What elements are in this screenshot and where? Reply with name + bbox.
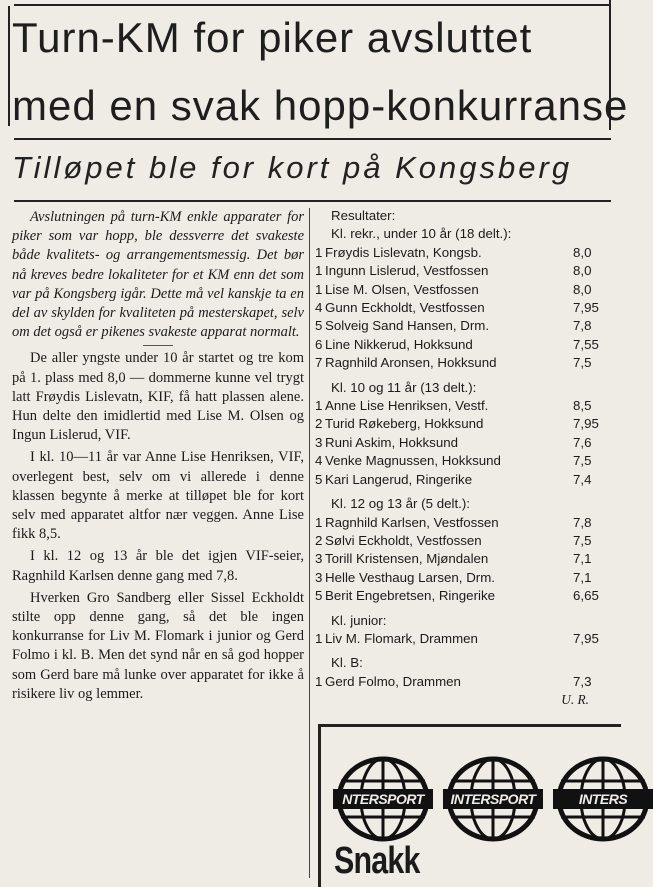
result-name: Turid Røkeberg, Hokksund bbox=[325, 416, 484, 432]
result-name: Runi Askim, Hokksund bbox=[325, 434, 459, 450]
result-row bbox=[315, 587, 607, 605]
result-name: Frøydis Lislevatn, Kongsb. bbox=[325, 244, 482, 260]
result-score: 7,1 bbox=[573, 551, 592, 567]
result-name: Kari Langerud, Ringerike bbox=[325, 471, 473, 487]
result-place: 1 bbox=[315, 673, 323, 689]
logo-text: NTERSPORT bbox=[333, 789, 433, 809]
result-place: 1 bbox=[315, 263, 323, 279]
subheadline: Tilløpet ble for kort på Kongsberg bbox=[12, 150, 573, 185]
intro-separator bbox=[143, 345, 173, 346]
top-rule bbox=[14, 4, 611, 6]
result-score: 7,8 bbox=[573, 318, 592, 334]
result-row bbox=[315, 415, 607, 433]
intersport-logo bbox=[553, 757, 653, 841]
result-row bbox=[315, 299, 607, 317]
result-place: 3 bbox=[315, 551, 323, 567]
advert-heading: Snakk bbox=[334, 840, 420, 882]
result-place: 5 bbox=[315, 588, 323, 604]
result-place: 3 bbox=[315, 434, 323, 450]
result-name: Lise M. Olsen, Vestfossen bbox=[325, 281, 479, 297]
result-score: 7,95 bbox=[573, 300, 599, 316]
result-name: Gerd Folmo, Drammen bbox=[325, 673, 461, 689]
article-paragraph-3: I kl. 12 og 13 år ble det igjen VIF-seier, Ragnhild Karlsen denne gang med 7,8. bbox=[12, 548, 304, 584]
result-name: Line Nikkerud, Hokksund bbox=[325, 336, 473, 352]
results-heading: Resultater: bbox=[331, 208, 396, 223]
result-row bbox=[315, 434, 607, 452]
result-place: 4 bbox=[315, 300, 323, 316]
result-name: Ragnhild Aronsen, Hokksund bbox=[325, 355, 497, 371]
result-row bbox=[315, 244, 607, 262]
class-title: Kl. B: bbox=[331, 655, 363, 671]
result-score: 7,4 bbox=[573, 471, 592, 487]
result-place: 6 bbox=[315, 336, 323, 352]
result-row bbox=[315, 336, 607, 354]
article-paragraph-4: Hverken Gro Sandberg eller Sissel Eckholdt stilte opp denne gang, så det ble ingen konkurranse for Liv M. Flomark i junior og Gerd Folmo i kl. B. Men det synd når en så god hopper som Gerd bare må lunke over apparatet for ikke å risikere liv og lemmer. bbox=[12, 589, 304, 702]
result-row bbox=[315, 532, 607, 550]
result-score: 7,5 bbox=[573, 355, 592, 371]
result-place: 2 bbox=[315, 532, 323, 548]
result-score: 6,65 bbox=[573, 588, 599, 604]
result-name: Helle Vesthaug Larsen, Drm. bbox=[325, 569, 495, 585]
result-place: 2 bbox=[315, 416, 323, 432]
result-name: Gunn Eckholdt, Vestfossen bbox=[325, 300, 485, 316]
result-name: Sølvi Eckholdt, Vestfossen bbox=[325, 532, 482, 548]
subheadline-rule bbox=[14, 200, 611, 202]
result-row bbox=[315, 471, 607, 489]
headline-rule bbox=[14, 138, 611, 140]
result-score: 7,5 bbox=[573, 453, 592, 469]
logo-text: INTERS bbox=[553, 789, 653, 809]
result-score: 7,1 bbox=[573, 569, 592, 585]
class-title: Kl. junior: bbox=[331, 612, 387, 628]
author-signature: U. R. bbox=[561, 692, 589, 708]
result-score: 7,6 bbox=[573, 434, 592, 450]
intersport-logo bbox=[333, 757, 433, 841]
class-title: Kl. 10 og 11 år (13 delt.): bbox=[331, 379, 477, 395]
class-title: Kl. 12 og 13 år (5 delt.): bbox=[331, 496, 470, 512]
result-score: 8,5 bbox=[573, 398, 592, 414]
article-column bbox=[12, 208, 304, 704]
result-row bbox=[315, 452, 607, 470]
result-score: 7,3 bbox=[573, 673, 592, 689]
headline-line-1: Turn-KM for piker avsluttet bbox=[12, 14, 533, 61]
result-place: 1 bbox=[315, 281, 323, 297]
result-row bbox=[315, 569, 607, 587]
result-name: Torill Kristensen, Mjøndalen bbox=[325, 551, 489, 567]
column-divider bbox=[309, 208, 310, 878]
article-paragraph-2: I kl. 10—11 år var Anne Lise Henriksen, VIF, overlegent best, selv om vi allerede i denne klassen begynte å merke at tilløpet ble for kort selv med apparatet altfor nær veggen. Anne Lise fikk 8,5. bbox=[12, 449, 304, 543]
result-row bbox=[315, 630, 607, 648]
result-row bbox=[315, 550, 607, 568]
result-row bbox=[315, 262, 607, 280]
result-name: Liv M. Flomark, Drammen bbox=[325, 630, 478, 646]
result-row bbox=[315, 354, 607, 372]
result-place: 1 bbox=[315, 630, 323, 646]
result-place: 1 bbox=[315, 514, 323, 530]
result-name: Ingunn Lislerud, Vestfossen bbox=[325, 263, 489, 279]
result-name: Anne Lise Henriksen, Vestf. bbox=[325, 398, 489, 414]
result-place: 7 bbox=[315, 355, 323, 371]
results-column bbox=[315, 207, 607, 710]
result-score: 7,95 bbox=[573, 630, 599, 646]
result-place: 4 bbox=[315, 453, 323, 469]
result-place: 5 bbox=[315, 318, 323, 334]
result-score: 7,8 bbox=[573, 514, 592, 530]
headline-line-2: med en svak hopp-konkurranse bbox=[12, 82, 629, 129]
result-row bbox=[315, 281, 607, 299]
result-score: 8,0 bbox=[573, 244, 592, 260]
result-score: 8,0 bbox=[573, 281, 592, 297]
result-name: Ragnhild Karlsen, Vestfossen bbox=[325, 514, 499, 530]
article-intro: Avslutningen på turn-KM enkle apparater for piker som var hopp, ble dessverre det svakeste både kvalitets- og arrangementsmessig. Det bør nå kreves bedre lokaliteter for et KM enn det som var på Kongsberg igår. Dette må vel kanskje ta en del av skylden for kvaliteten på mesterskapet, selv om det også er pikenes svakeste apparat normalt. bbox=[12, 209, 304, 341]
intersport-logo bbox=[443, 757, 543, 841]
article-paragraph-1: De aller yngste under 10 år startet og tre kom på 1. plass med 8,0 — dommerne kunne vel trygt latt Frøydis Lislevatn, KIF, få hatt plassen alene. Hun delte den imidlertid med Lise M. Olsen og Ingun Lislerud, VIF. bbox=[12, 350, 304, 444]
result-name: Solveig Sand Hansen, Drm. bbox=[325, 318, 490, 334]
class-title: Kl. rekr., under 10 år (18 delt.): bbox=[331, 226, 512, 242]
result-place: 3 bbox=[315, 569, 323, 585]
result-place: 5 bbox=[315, 471, 323, 487]
result-score: 7,5 bbox=[573, 532, 592, 548]
result-row bbox=[315, 514, 607, 532]
left-frame-rule bbox=[8, 6, 10, 126]
result-name: Venke Magnussen, Hokksund bbox=[325, 453, 501, 469]
result-place: 1 bbox=[315, 398, 323, 414]
result-row bbox=[315, 317, 607, 335]
result-name: Berit Engebretsen, Ringerike bbox=[325, 588, 495, 604]
result-score: 7,95 bbox=[573, 416, 599, 432]
result-row bbox=[315, 673, 607, 691]
logo-text: INTERSPORT bbox=[443, 789, 543, 809]
result-score: 8,0 bbox=[573, 263, 592, 279]
result-row bbox=[315, 397, 607, 415]
result-score: 7,55 bbox=[573, 336, 599, 352]
result-place: 1 bbox=[315, 244, 323, 260]
